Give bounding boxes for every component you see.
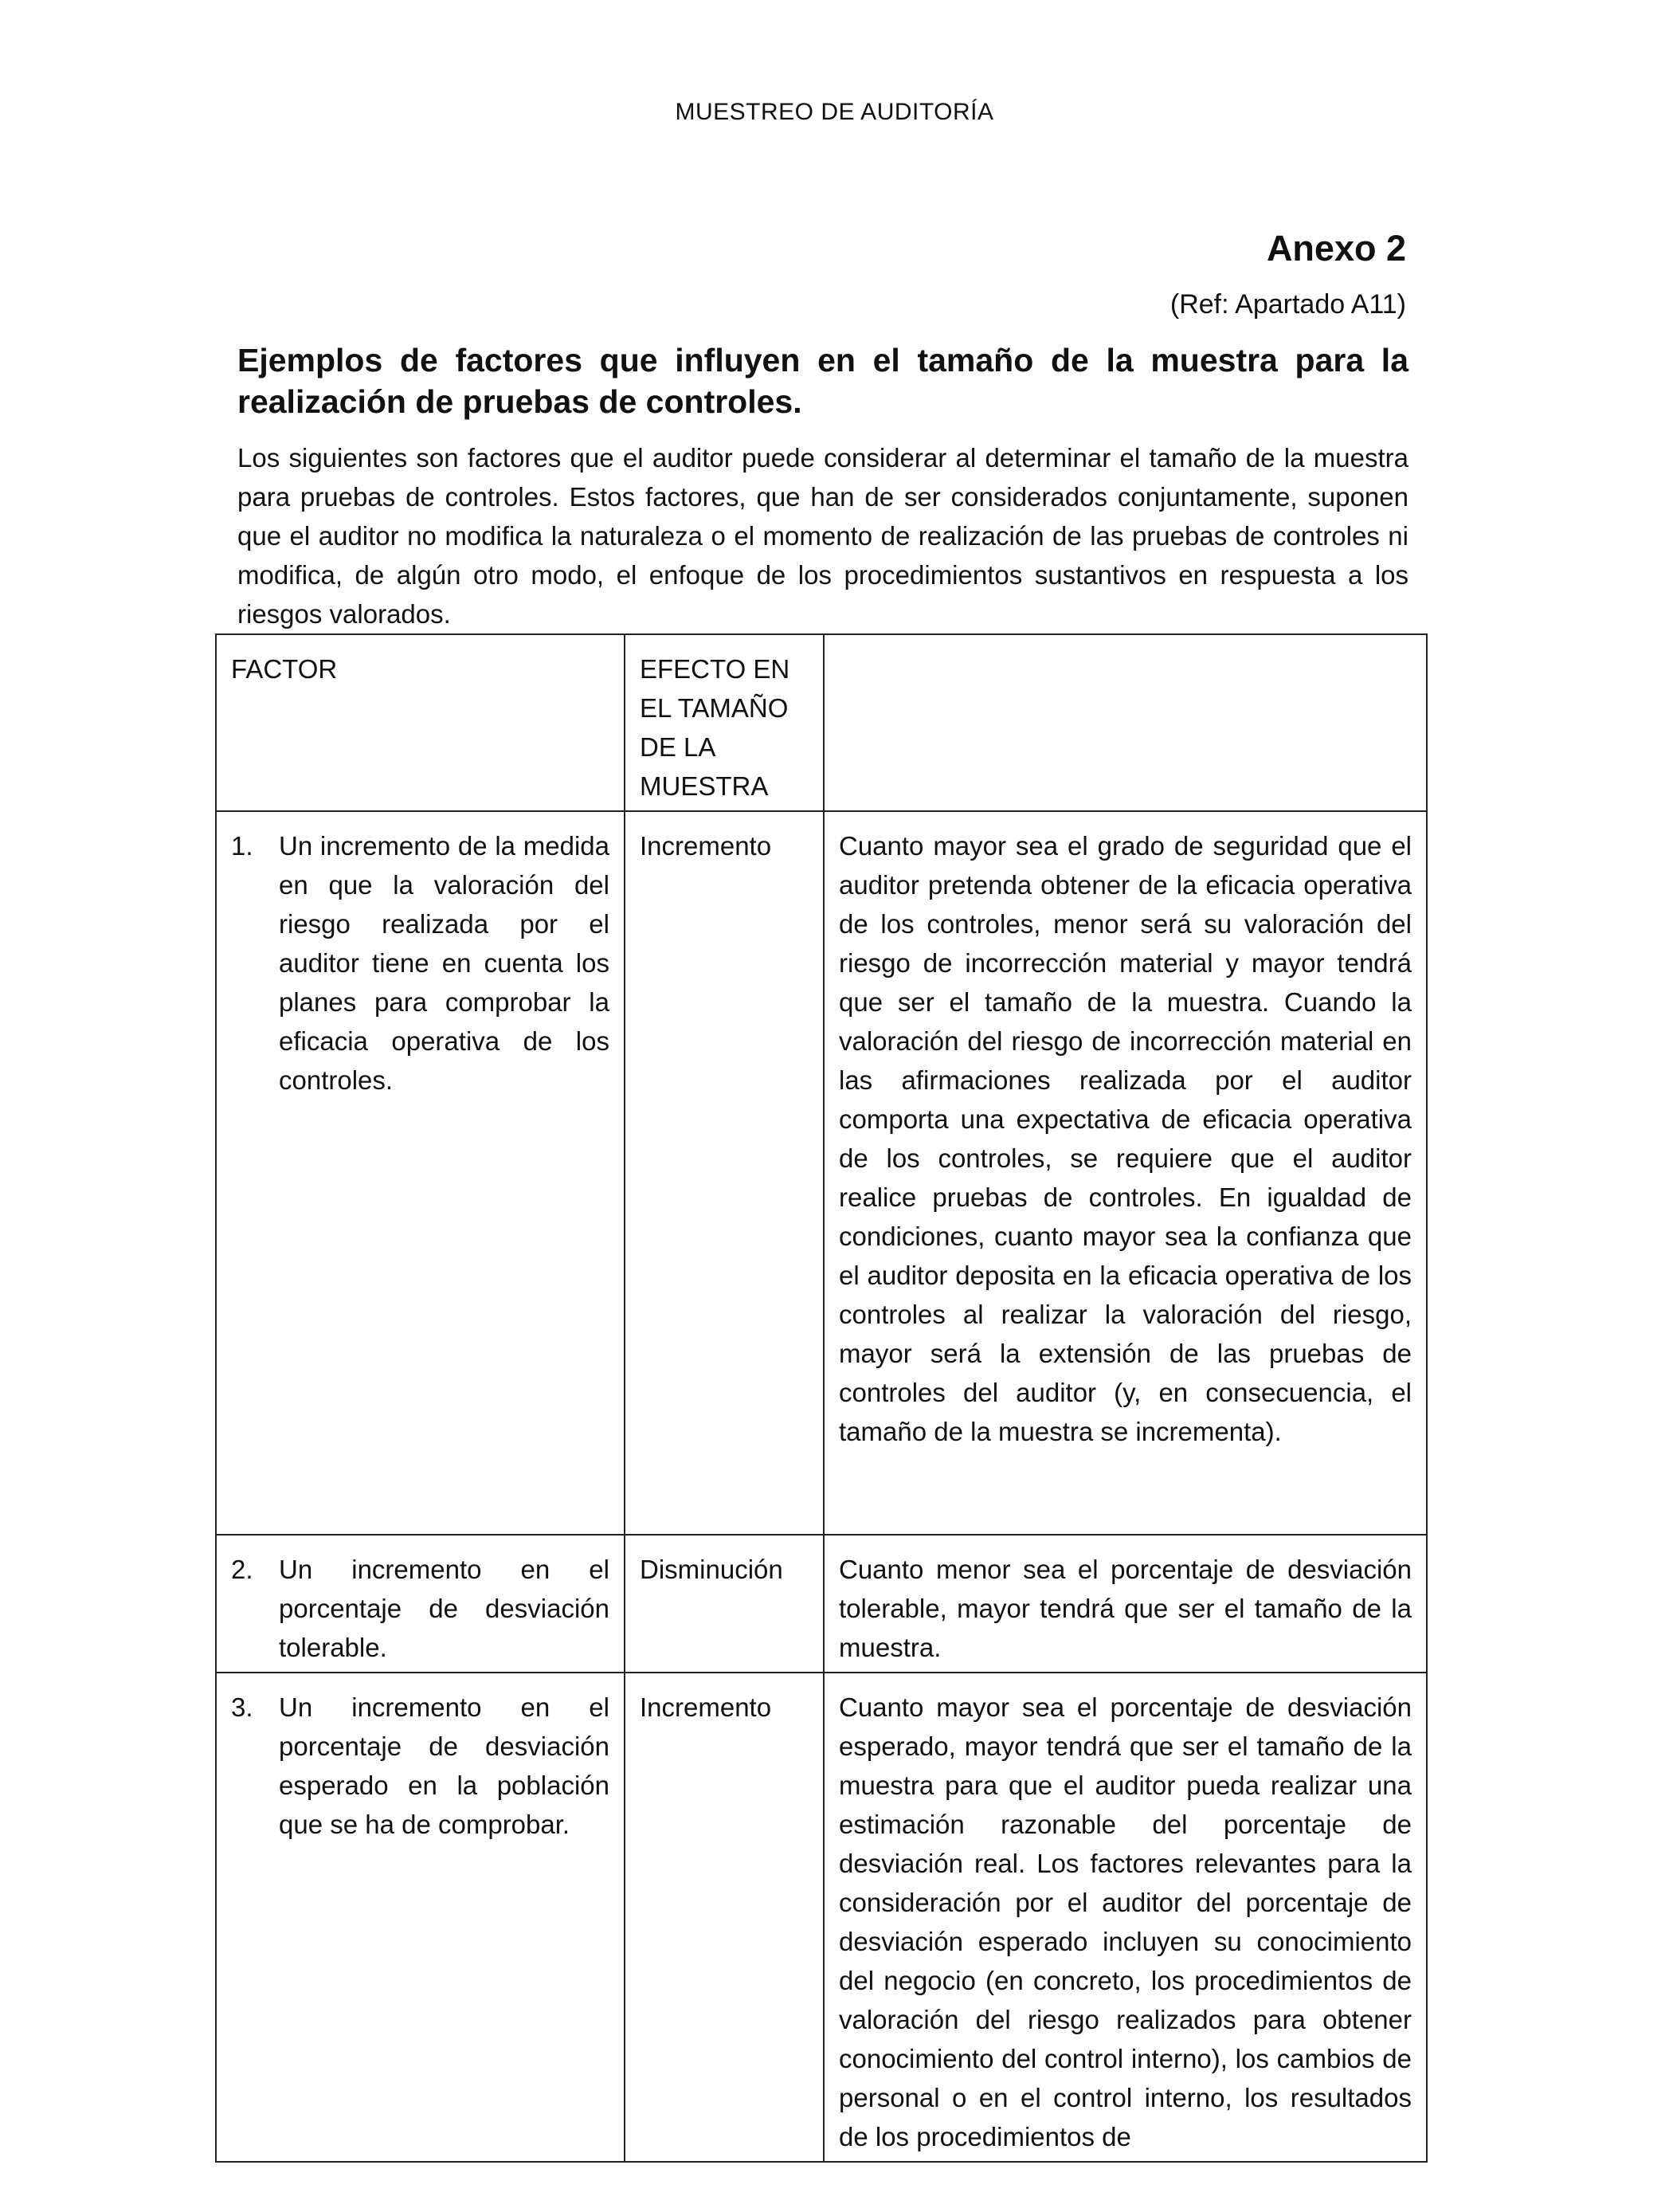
table-row	[216, 1673, 1427, 2162]
factors-table	[215, 633, 1428, 2163]
factor-text: Un incremento en el porcentaje de desviación tolerable.	[279, 1555, 609, 1662]
factor-cell	[216, 1535, 625, 1673]
effect-cell: Disminución	[625, 1535, 824, 1673]
header-factor: FACTOR	[216, 634, 625, 811]
explanation-cell: Cuanto mayor sea el grado de seguridad que el auditor pretenda obtener de la eficacia operativa de los controles, menor será su valoración del riesgo de incorrección material y mayor tendrá que ser el tamaño de la muestra. Cuando la valoración del riesgo de incorrección material en las afirmaciones realizada por el auditor comporta una expectativa de eficacia operativa de los controles, se requiere que el auditor realice pruebas de controles. En igualdad de condiciones, cuanto mayor sea la confianza que el auditor deposita en la eficacia operativa de los controles al realizar la valoración del riesgo, mayor será la extensión de las pruebas de controles del auditor (y, en consecuencia, el tamaño de la muestra se incrementa).	[824, 811, 1427, 1535]
annex-title: Anexo 2	[1266, 228, 1406, 269]
table-header-row	[216, 634, 1427, 811]
header-effect: EFECTO EN EL TAMAÑO DE LA MUESTRA	[625, 634, 824, 811]
factor-cell	[216, 811, 625, 1535]
factor-number: 2.	[231, 1555, 253, 1584]
factor-number: 1.	[231, 831, 253, 861]
table-row	[216, 1535, 1427, 1673]
factor-cell	[216, 1673, 625, 2162]
explanation-cell: Cuanto mayor sea el porcentaje de desviación esperado, mayor tendrá que ser el tamaño de la muestra para que el auditor pueda realizar una estimación razonable del porcentaje de desviación real. Los factores relevantes para la consideración por el auditor del porcentaje de desviación esperado incluyen su conocimiento del negocio (en concreto, los procedimientos de valoración del riesgo realizados para obtener conocimiento del control interno), los cambios de personal o en el control interno, los resultados de los procedimientos de	[824, 1673, 1427, 2162]
header-explanation	[824, 634, 1427, 811]
effect-cell: Incremento	[625, 1673, 824, 2162]
factor-text: Un incremento en el porcentaje de desviación esperado en la población que se ha de comprobar.	[279, 1692, 609, 1839]
factor-text: Un incremento de la medida en que la valoración del riesgo realizada por el auditor tiene en cuenta los planes para comprobar la eficacia operativa de los controles.	[279, 831, 609, 1095]
annex-reference: (Ref: Apartado A11)	[1169, 289, 1406, 320]
effect-cell: Incremento	[625, 811, 824, 1535]
running-header: MUESTREO DE AUDITORÍA	[675, 99, 994, 125]
explanation-cell: Cuanto menor sea el porcentaje de desviación tolerable, mayor tendrá que ser el tamaño de la muestra.	[824, 1535, 1427, 1673]
intro-paragraph: Los siguientes son factores que el auditor puede considerar al determinar el tamaño de la muestra para pruebas de controles. Estos factores, que han de ser considerados conjuntamente, suponen que el auditor no modifica la naturaleza o el momento de realización de las pruebas de controles ni modifica, de algún otro modo, el enfoque de los procedimientos sustantivos en respuesta a los riesgos valorados.	[237, 443, 1408, 629]
factor-number: 3.	[231, 1692, 253, 1722]
section-title: Ejemplos de factores que influyen en el tamaño de la muestra para la realización de pruebas de controles.	[237, 342, 1408, 420]
table-row	[216, 811, 1427, 1535]
